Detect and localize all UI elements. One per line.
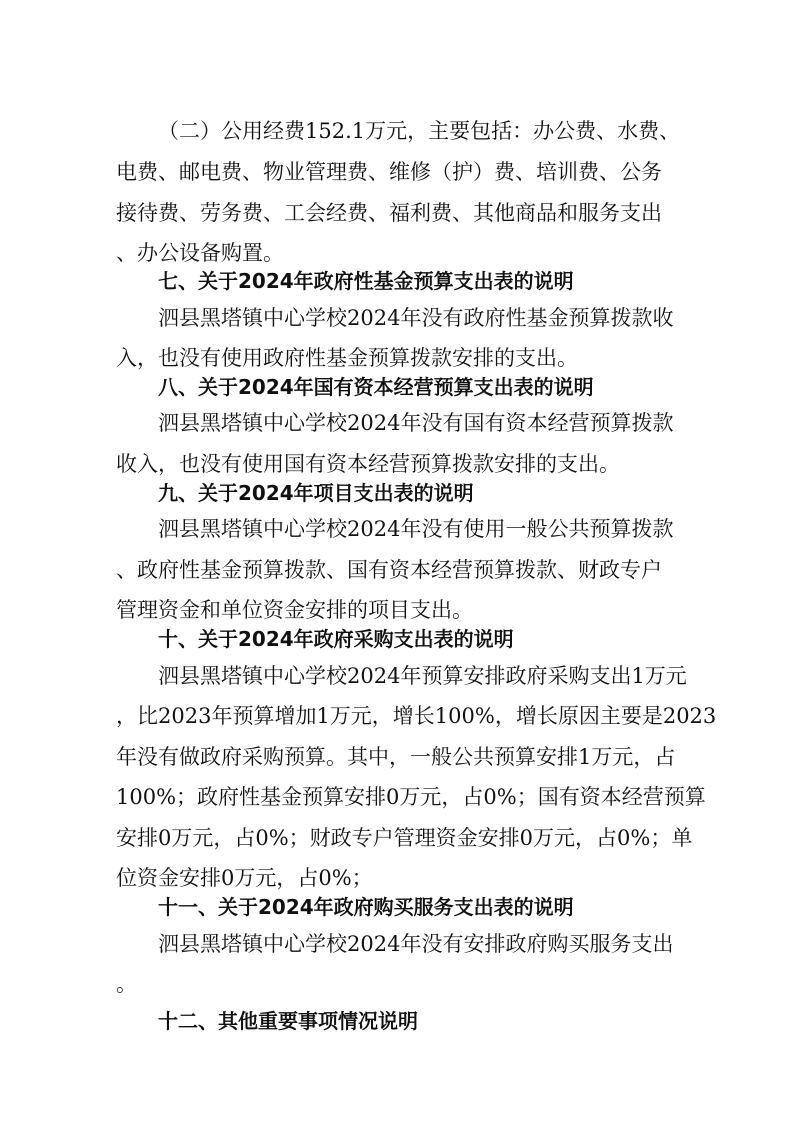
paragraph-line: 安排0万元，占0%；财政专户管理资金安排0万元，占0%；单 [116, 826, 693, 850]
section-heading: 七、关于2024年政府性基金预算支出表的说明 [158, 269, 574, 293]
paragraph-line: 泗县黑塔镇中心学校2024年预算安排政府采购支出1万元 [158, 664, 687, 688]
paragraph-line: 入，也没有使用政府性基金预算拨款安排的支出。 [116, 346, 578, 370]
paragraph-line: 管理资金和单位资金安排的项目支出。 [116, 598, 473, 622]
paragraph-line: 泗县黑塔镇中心学校2024年没有国有资本经营预算拨款 [158, 411, 674, 435]
section-heading: 八、关于2024年国有资本经营预算支出表的说明 [158, 375, 594, 399]
paragraph-line: 泗县黑塔镇中心学校2024年没有使用一般公共预算拨款 [158, 517, 674, 541]
paragraph-line: ，比2023年预算增加1万元，增长100%，增长原因主要是2023 [116, 704, 717, 728]
section-heading: 十、关于2024年政府采购支出表的说明 [158, 627, 514, 651]
paragraph-line: 泗县黑塔镇中心学校2024年没有政府性基金预算拨款收 [158, 306, 674, 330]
paragraph-line: 收入，也没有使用国有资本经营预算拨款安排的支出。 [116, 452, 620, 476]
section-heading: 十一、关于2024年政府购买服务支出表的说明 [158, 895, 574, 919]
section-heading: 九、关于2024年项目支出表的说明 [158, 481, 474, 505]
paragraph-line: （二）公用经费152.1万元，主要包括：办公费、水费、 [158, 119, 681, 143]
paragraph-line: 接待费、劳务费、工会经费、福利费、其他商品和服务支出 [116, 201, 662, 225]
section-heading: 十二、其他重要事项情况说明 [158, 1009, 418, 1033]
paragraph-line: 100%；政府性基金预算安排0万元，占0%；国有资本经营预算 [116, 785, 706, 809]
paragraph-line: 。 [116, 972, 137, 996]
paragraph-line: 、政府性基金预算拨款、国有资本经营预算拨款、财政专户 [116, 558, 662, 582]
paragraph-line: 电费、邮电费、物业管理费、维修（护）费、培训费、公务 [116, 160, 662, 184]
paragraph-line: 泗县黑塔镇中心学校2024年没有安排政府购买服务支出 [158, 932, 674, 956]
paragraph-line: 位资金安排0万元，占0%； [116, 866, 373, 890]
paragraph-line: 、办公设备购置。 [116, 241, 284, 265]
paragraph-line: 年没有做政府采购预算。其中，一般公共预算安排1万元，占 [116, 745, 676, 769]
